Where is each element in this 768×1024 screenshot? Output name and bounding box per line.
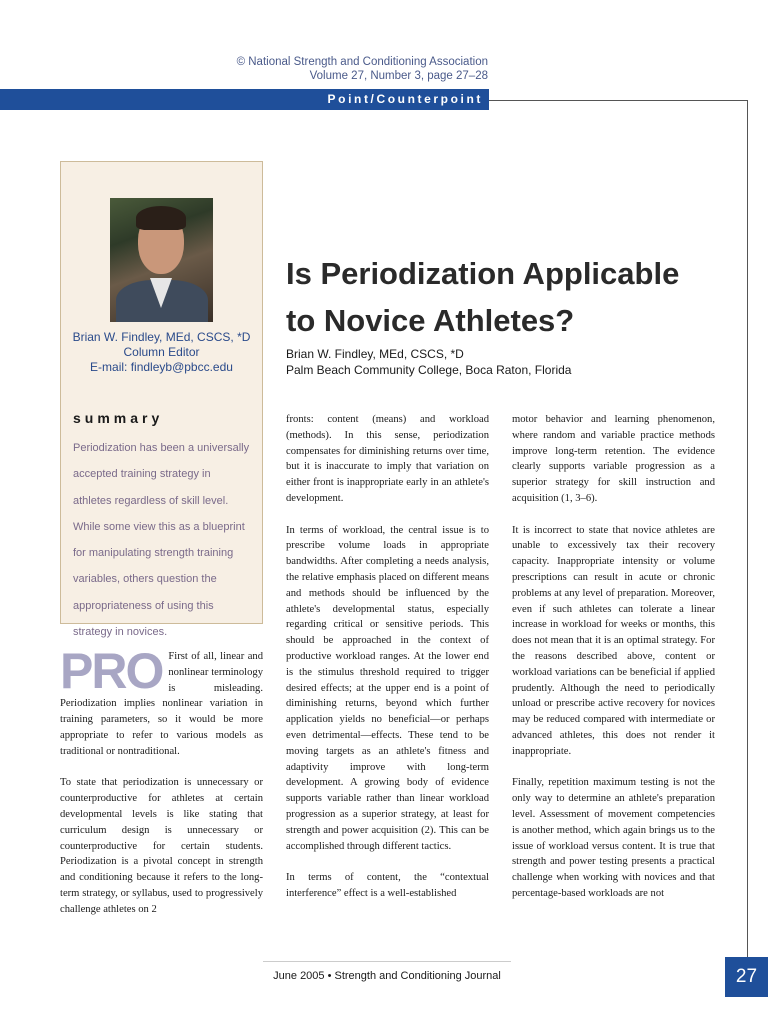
summary-heading: summary xyxy=(73,410,164,426)
author-name: Brian W. Findley, MEd, CSCS, *D xyxy=(72,330,251,344)
paragraph: Finally, repetition maximum testing is not the only way to determine an athlete's preparation level. Assessment of movement competencies is another method, which again brings us to the issue of workload versus content. It is true that strength and power testing presents a practical challenge when working with novices and that percentage-based workloads are not xyxy=(512,777,715,899)
author-email: E-mail: findleyb@pbcc.edu xyxy=(90,360,233,374)
body-column-1 xyxy=(60,643,263,933)
footer-text: June 2005 • Strength and Conditioning Journal xyxy=(273,970,501,982)
summary-text: Periodization has been a universally accepted training strategy in athletes regardless of skill level. While some view this as a blueprint for manipulating strength training variables, others question the appropriateness of using this strategy in novices. xyxy=(73,442,250,639)
byline xyxy=(286,346,726,378)
paragraph: In terms of content, the “contextual interference” effect is a well-established xyxy=(286,872,489,899)
volume-line: Volume 27, Number 3, page 27–28 xyxy=(309,70,488,82)
byline-affiliation: Palm Beach Community College, Boca Raton, Florida xyxy=(286,363,572,377)
body-column-2 xyxy=(286,412,489,918)
paragraph: In terms of workload, the central issue is to prescribe volume loads in appropriate bandwidths. After completing a needs analysis, the relative emphasis placed on different means and methods should be influenced by the athlete's developmental status, especially regarding critical or sensitive periods. This should be approached in the context of productive workload ranges. At the lower end is the stimulus threshold required to trigger desired effects; at the upper end is a point of diminishing returns, beyond which further application yields no beneficial—or perhaps even detrimental—effects. These tend to be moving targets as an athlete's fitness and adaptivity improve with long-term development. A growing body of evidence supports variable rather than linear workload progression as a superior strategy, at least for strength and power acquisition (2). This can be accomplished through different tactics. xyxy=(286,524,489,852)
title-line-2: to Novice Athletes? xyxy=(286,303,575,338)
section-label: Point/Counterpoint xyxy=(327,92,483,106)
paragraph: fronts: content (means) and workload (methods). In this sense, periodization compensates for diminishing returns over time, but it is inaccurate to imply that variation on either front is inappropriate early in an athlete's development. xyxy=(286,414,489,504)
paragraph: motor behavior and learning phenomenon, where random and variable practice methods improve long-term retention. The evidence clearly supports variable progression as a superior strategy for skill instruction and acquisition (1, 3–6). xyxy=(512,414,715,504)
frame-top-rule xyxy=(489,100,748,101)
paragraph: It is incorrect to state that novice athletes are unable to excessively tax their recovery capacity. Inappropriate intensity or volume prescriptions can result in acute or chronic problems at any level of preparation. Moreover, even if such athletes can tolerate a linear increase in workload for weeks or months, this does not mean that it is an optimal strategy. For the reasons described above, content or workload variations can be beneficial if applied prudently. Although the need to periodically unload or prescribe active recovery for novices may be reduced compared with intermediate or advanced athletes, this does not render it inappropriate. xyxy=(512,524,715,757)
article-title xyxy=(286,250,726,344)
byline-name: Brian W. Findley, MEd, CSCS, *D xyxy=(286,347,464,361)
author-role: Column Editor xyxy=(123,345,200,359)
frame-right-rule xyxy=(747,100,748,958)
author-photo xyxy=(110,198,213,322)
copyright-line: © National Strength and Conditioning Association xyxy=(236,56,488,68)
title-line-1: Is Periodization Applicable xyxy=(286,256,680,291)
paragraph: PRO First of all, linear and nonlinear terminology is misleading. Periodization implies nonlinear variation in training parameters, so it would be more appropriate to refer to various models as traditional or nontraditional. xyxy=(60,643,263,757)
footer-rule xyxy=(263,961,511,962)
pro-dropcap: PRO xyxy=(60,643,163,699)
author-info xyxy=(60,330,263,375)
page-number: 27 xyxy=(725,957,768,997)
body-column-3 xyxy=(512,412,715,918)
paragraph: To state that periodization is unnecessary or counterproductive for athletes at certain developmental levels is like stating that curriculum design is unnecessary or counterproductive for certain students. Periodization is a pivotal concept in strength and conditioning because it refers to the long-term strategy, or syllabus, used to progressively challenge athletes on 2 xyxy=(60,777,263,915)
